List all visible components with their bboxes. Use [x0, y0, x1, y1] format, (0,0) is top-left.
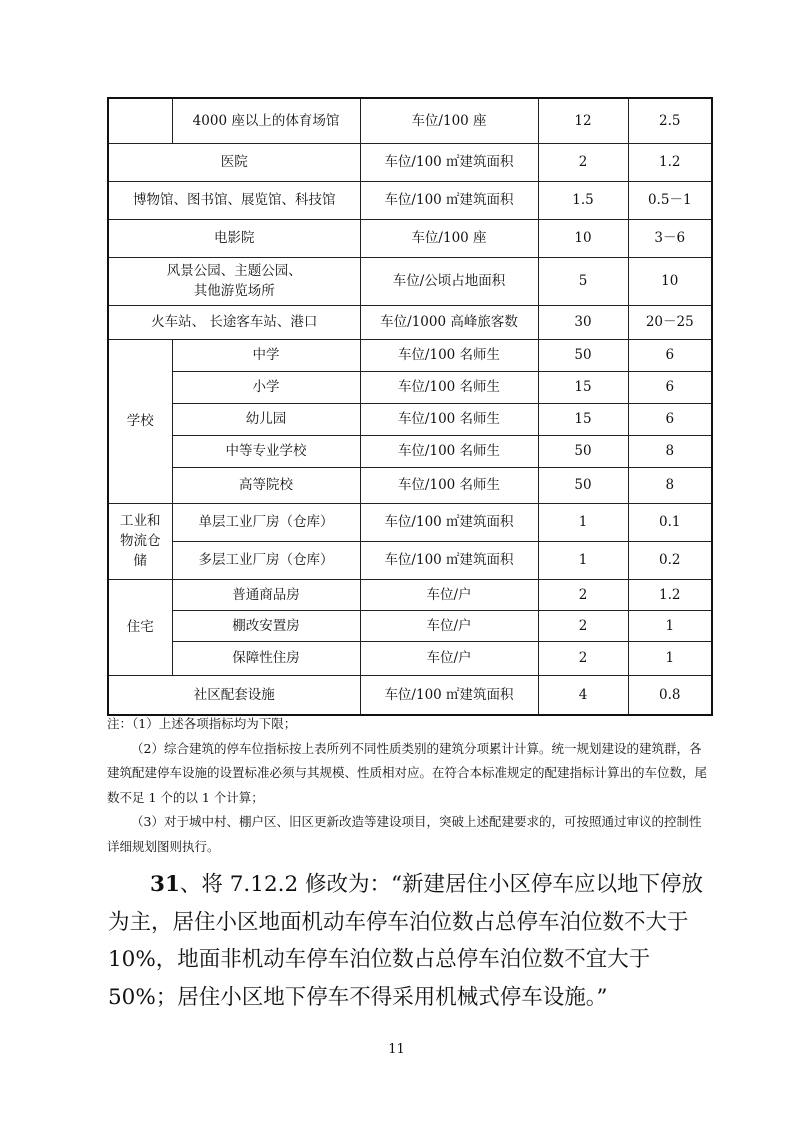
table-cell: 30 [538, 305, 628, 339]
table-cell: 0.8 [628, 675, 712, 715]
table-row [108, 98, 712, 143]
table-row [108, 305, 712, 339]
table-cell: 车位/100 名师生 [360, 467, 538, 503]
table-cell: 车位/100 座 [360, 98, 538, 143]
table-cell: 1 [538, 503, 628, 541]
table-notes [107, 712, 711, 859]
category-cell: 学校 [108, 339, 172, 503]
table-cell: 多层工业厂房（仓库） [172, 541, 360, 579]
page-number: 11 [388, 1042, 405, 1057]
item-number: 31 [150, 872, 180, 897]
table-cell: 普通商品房 [172, 579, 360, 610]
cell-line: 风景公园、主题公园、 [166, 263, 302, 279]
category-cell: 住宅 [108, 579, 172, 675]
table-row [108, 675, 712, 715]
table-cell: 5 [538, 257, 628, 305]
table-cell: 车位/户 [360, 610, 538, 641]
cell-line: 储 [133, 553, 147, 569]
table-cell: 4000 座以上的体育场馆 [172, 98, 360, 143]
table-cell: 1.2 [628, 143, 712, 181]
table-cell: 1.2 [628, 579, 712, 610]
table-cell: 车位/公顷占地面积 [360, 257, 538, 305]
table-cell: 1 [538, 541, 628, 579]
table-cell: 10 [628, 257, 712, 305]
table-cell: 幼儿园 [172, 403, 360, 435]
table-cell: 4 [538, 675, 628, 715]
table-cell: 2 [538, 143, 628, 181]
table-cell: 单层工业厂房（仓库） [172, 503, 360, 541]
note-1: 注：（1）上述各项指标均为下限； [107, 716, 297, 731]
table-row [108, 257, 712, 305]
table-row [108, 403, 712, 435]
table-cell: 中等专业学校 [172, 435, 360, 467]
table-cell: 保障性住房 [172, 641, 360, 675]
table-cell: 高等院校 [172, 467, 360, 503]
table-cell: 车位/户 [360, 641, 538, 675]
table-cell [108, 257, 360, 305]
cell-line: 其他游览场所 [193, 283, 275, 299]
table-cell: 0.1 [628, 503, 712, 541]
table-cell: 3－6 [628, 219, 712, 257]
table-cell: 1 [628, 610, 712, 641]
table-cell: 6 [628, 339, 712, 371]
table-cell: 车位/1000 高峰旅客数 [360, 305, 538, 339]
table-cell: 6 [628, 371, 712, 403]
amendment-text: 、将 7.12.2 修改为：“新建居住小区停车应以地下停放为主，居住小区地面机动车停车泊位数占总停车泊位数不大于 10%，地面非机动车停车泊位数占总停车泊位数不宜大于 50%；居住小区地下停车不得采用机械式停车设施。” [108, 872, 703, 1010]
table-cell: 车位/100 ㎡建筑面积 [360, 675, 538, 715]
table-cell: 20－25 [628, 305, 712, 339]
table-cell: 8 [628, 467, 712, 503]
table-row [108, 579, 712, 610]
table-row [108, 219, 712, 257]
note-3: （3）对于城中村、棚户区、旧区更新改造等建设项目，突破上述配建要求的，可按照通过审议的控制性详细规划图则执行。 [107, 814, 702, 854]
table-row [108, 610, 712, 641]
table-cell: 电影院 [108, 219, 360, 257]
table-cell: 中学 [172, 339, 360, 371]
table-cell: 8 [628, 435, 712, 467]
amendment-paragraph [108, 866, 712, 1016]
table-cell: 50 [538, 467, 628, 503]
table-row [108, 641, 712, 675]
table-row [108, 503, 712, 541]
table-row [108, 339, 712, 371]
table-row [108, 435, 712, 467]
table-cell: 车位/100 ㎡建筑面积 [360, 541, 538, 579]
table-row [108, 181, 712, 219]
table-cell: 车位/户 [360, 579, 538, 610]
table-cell: 0.2 [628, 541, 712, 579]
table-cell: 车位/100 ㎡建筑面积 [360, 143, 538, 181]
table-cell: 车位/100 ㎡建筑面积 [360, 503, 538, 541]
table-cell: 车位/100 ㎡建筑面积 [360, 181, 538, 219]
table-row [108, 467, 712, 503]
table-cell: 车位/100 名师生 [360, 403, 538, 435]
table-cell: 2 [538, 610, 628, 641]
table-cell: 2.5 [628, 98, 712, 143]
cell-line: 物流仓 [120, 533, 161, 549]
table-cell: 博物馆、图书馆、展览馆、科技馆 [108, 181, 360, 219]
table-cell: 棚改安置房 [172, 610, 360, 641]
table-row [108, 541, 712, 579]
table-cell [108, 98, 172, 143]
table-cell: 车位/100 座 [360, 219, 538, 257]
parking-standard-table [107, 97, 713, 716]
table-cell: 车位/100 名师生 [360, 339, 538, 371]
cell-line: 工业和 [120, 513, 161, 529]
table-cell: 2 [538, 641, 628, 675]
table-cell: 10 [538, 219, 628, 257]
table-cell: 1 [628, 641, 712, 675]
table-row [108, 371, 712, 403]
table-cell: 15 [538, 403, 628, 435]
table-cell: 50 [538, 435, 628, 467]
table-cell: 6 [628, 403, 712, 435]
table-cell: 医院 [108, 143, 360, 181]
table-cell: 12 [538, 98, 628, 143]
table-cell: 小学 [172, 371, 360, 403]
category-cell [108, 503, 172, 579]
table-cell: 0.5－1 [628, 181, 712, 219]
table-cell: 1.5 [538, 181, 628, 219]
table-cell: 火车站、 长途客车站、港口 [108, 305, 360, 339]
table-cell: 15 [538, 371, 628, 403]
table-row [108, 143, 712, 181]
table-cell: 社区配套设施 [108, 675, 360, 715]
note-2: （2）综合建筑的停车位指标按上表所列不同性质类别的建筑分项累计计算。统一规划建设的建筑群，各建筑配建停车设施的设置标准必须与其规模、性质相对应。在符合本标准规定的配建指标计算出的车位数，尾数不足 1 个的以 1 个计算； [107, 740, 708, 805]
table-cell: 2 [538, 579, 628, 610]
table-cell: 车位/100 名师生 [360, 371, 538, 403]
table-cell: 50 [538, 339, 628, 371]
table-cell: 车位/100 名师生 [360, 435, 538, 467]
